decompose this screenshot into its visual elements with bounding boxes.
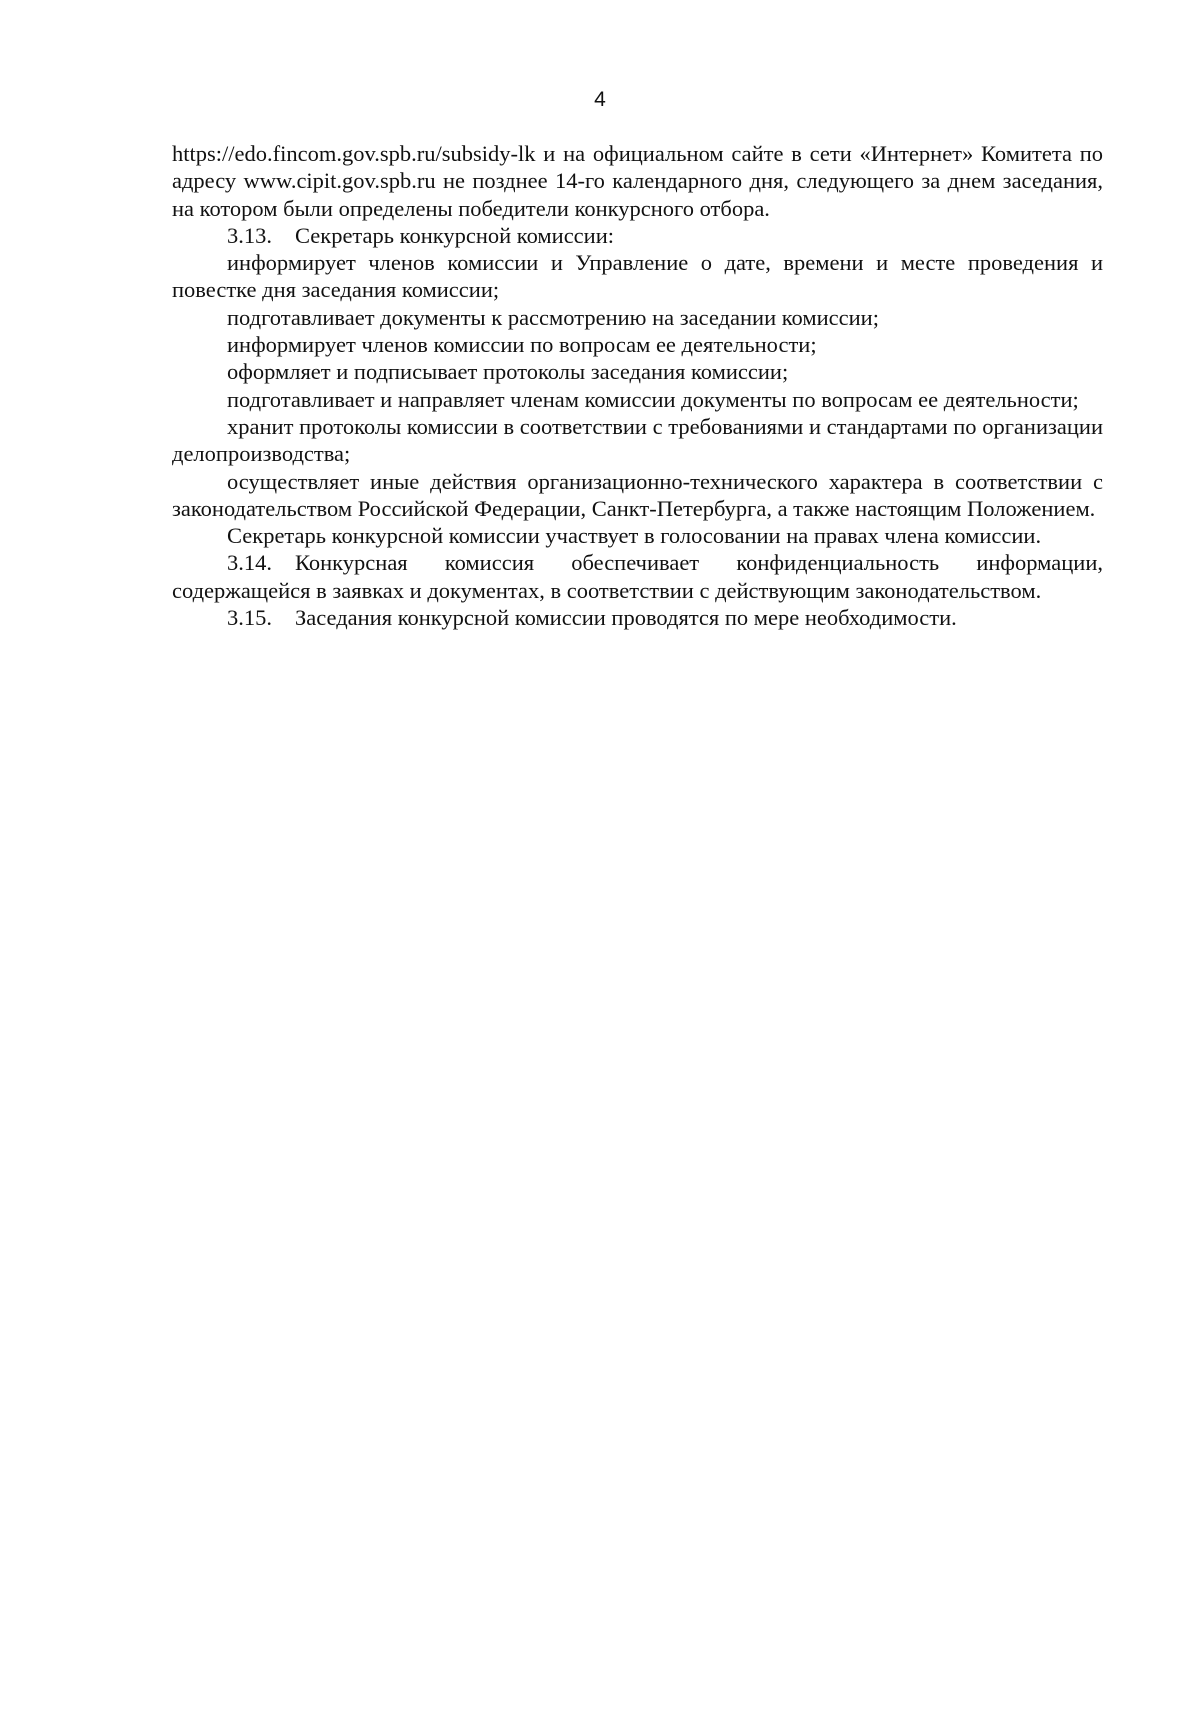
section-text: Секретарь конкурсной комиссии:	[295, 222, 614, 248]
section-3-13-heading	[172, 222, 1103, 249]
paragraph-other-actions: осуществляет иные действия организационно-технического характера в соответствии с законодательством Российской Федерации, Санкт-Петербурга, а также настоящим Положением.	[172, 468, 1103, 521]
section-text: Заседания конкурсной комиссии проводятся по мере необходимости.	[295, 605, 957, 631]
paragraph-secretary-voting: Секретарь конкурсной комиссии участвует в голосовании на правах члена комиссии.	[227, 523, 1042, 549]
paragraph-publication-notice: https://edo.fincom.gov.spb.ru/subsidy-lk и на официальном сайте в сети «Интернет» Комитета по адресу www.cipit.gov.spb.ru не позднее 14-го календарного дня, следующего за днем заседания, на котором были определены победители конкурсного отбора.	[172, 141, 1103, 221]
paragraph-informs-activity: информирует членов комиссии по вопросам ее деятельности;	[227, 332, 817, 358]
section-3-15	[172, 604, 1103, 631]
section-text: Конкурсная комиссия обеспечивает конфиденциальность информации, содержащейся в заявках и документах, в соответствии с действующим законодательством.	[172, 550, 1103, 603]
section-number: 3.15.	[227, 605, 272, 631]
section-number: 3.13.	[227, 222, 272, 248]
section-3-14	[172, 549, 1103, 604]
page-number: 4	[594, 88, 606, 111]
section-number: 3.14.	[227, 550, 272, 576]
paragraph-sends-documents: подготавливает и направляет членам комиссии документы по вопросам ее деятельности;	[227, 386, 1079, 412]
document-body	[172, 140, 1103, 631]
paragraph-informs-members: информирует членов комиссии и Управление о дате, времени и месте проведения и повестке дня заседания комиссии;	[172, 250, 1103, 303]
paragraph-stores-protocols: хранит протоколы комиссии в соответствии с требованиями и стандартами по организации делопроизводства;	[172, 413, 1103, 467]
paragraph-prepares-documents: подготавливает документы к рассмотрению на заседании комиссии;	[227, 304, 879, 330]
paragraph-signs-protocols: оформляет и подписывает протоколы заседания комиссии;	[227, 359, 789, 385]
